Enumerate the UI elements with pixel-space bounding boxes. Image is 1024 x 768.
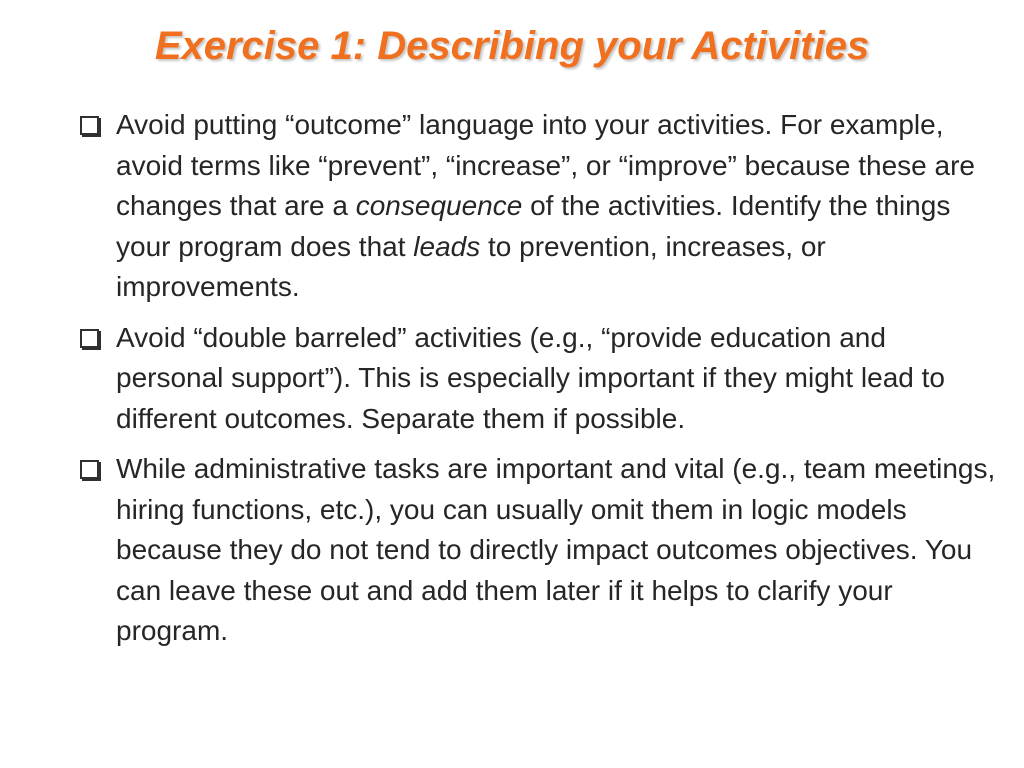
- emphasis-consequence: consequence: [355, 190, 523, 221]
- bullet-text: Avoid “double barreled” activities (e.g., “provide education and personal support”). This is especially important if they might lead to different outcomes. Separate them if possible.: [116, 321, 945, 434]
- checkbox-icon: [80, 460, 99, 479]
- bullet-item: [76, 318, 996, 440]
- bullet-list: [76, 105, 996, 662]
- bullet-item: [76, 105, 996, 308]
- bullet-text: While administrative tasks are important and vital (e.g., team meetings, hiring functions, etc.), you can usually omit them in logic models because they do not tend to directly impact outcomes objectives. You can leave these out and add them later if it helps to clarify your program.: [116, 453, 996, 646]
- bullet-item: [76, 449, 996, 652]
- emphasis-leads: leads: [413, 230, 481, 262]
- bullet-text: Avoid putting “outcome” language into your activities. For example, avoid terms like “prevent”, “increase”, or “improve” because these are changes that are a consequence of the activities. Identify the things your program does that leads to prevention, increases, or improvements.: [116, 109, 976, 302]
- slide-title: Exercise 1: Describing your Activities: [154, 24, 870, 68]
- checkbox-icon: [80, 329, 99, 348]
- checkbox-icon: [80, 116, 99, 135]
